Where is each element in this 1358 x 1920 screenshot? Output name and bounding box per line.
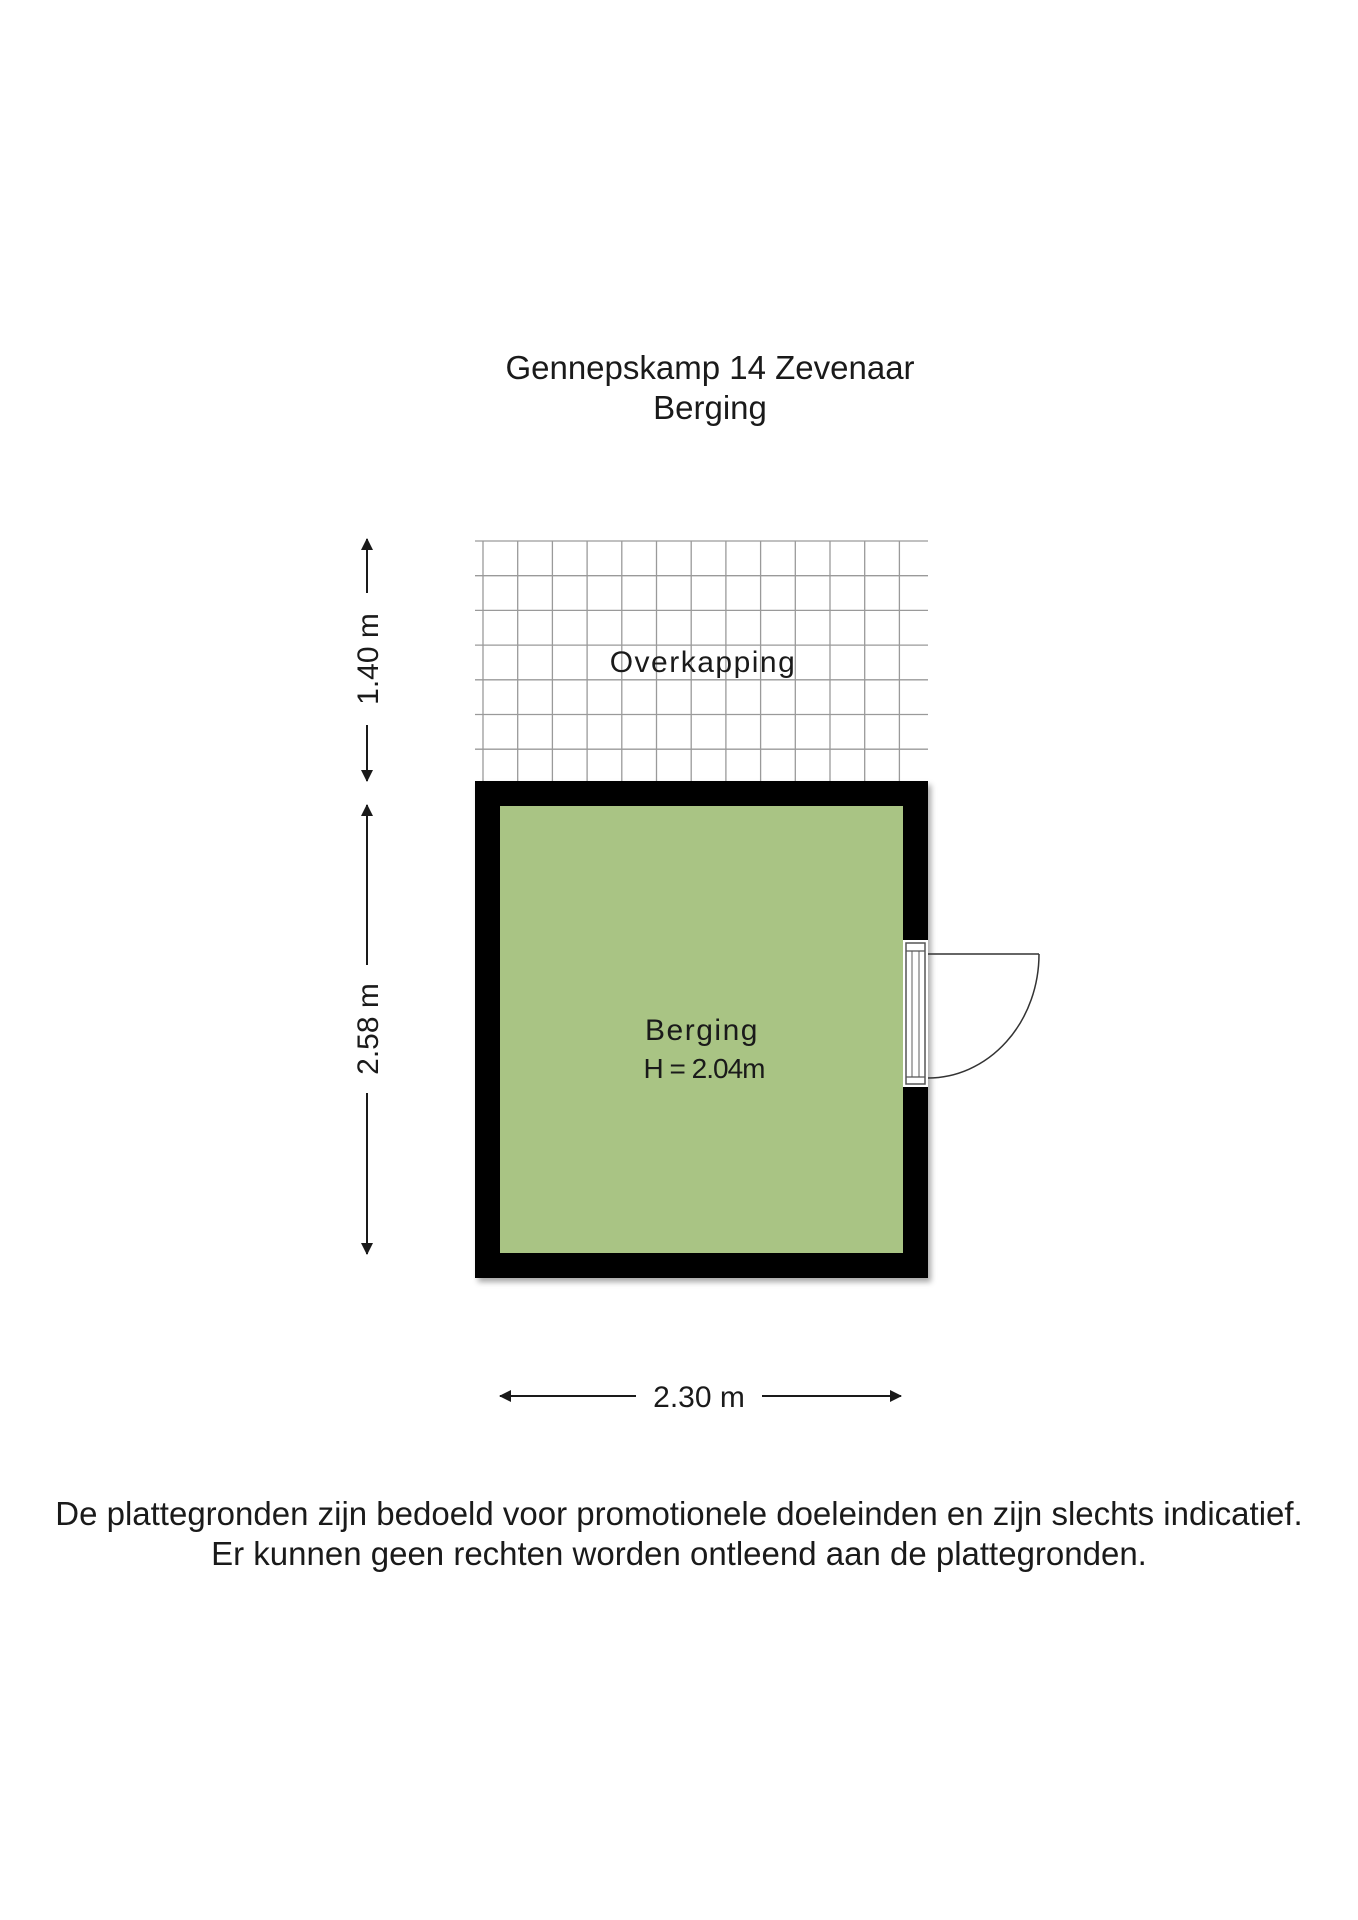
floor-name: Berging — [653, 389, 767, 426]
overkapping-area — [475, 541, 928, 781]
room-name: Berging — [645, 1014, 759, 1047]
dimension-overkapping-depth — [352, 539, 385, 781]
dimension-label-overkapping: 1.40 m — [352, 613, 385, 705]
dimension-room-width — [500, 1381, 901, 1414]
overkapping-label: Overkapping — [609, 646, 797, 679]
door-swing-arc — [928, 954, 1039, 1078]
door — [903, 940, 1039, 1087]
dimension-label-room-width: 2.30 m — [653, 1381, 745, 1414]
room-height: H = 2.04m — [643, 1053, 765, 1084]
disclaimer-line-2: Er kunnen geen rechten worden ontleend aan de plattegronden. — [211, 1535, 1147, 1572]
dimension-label-room-depth: 2.58 m — [352, 983, 385, 1075]
dimension-room-depth — [352, 805, 385, 1254]
disclaimer — [0, 1494, 1358, 1574]
address-title: Gennepskamp 14 Zevenaar — [505, 349, 915, 386]
room-berging — [475, 781, 928, 1278]
disclaimer-line-1: De plattegronden zijn bedoeld voor promotionele doeleinden en zijn slechts indicatief. — [55, 1495, 1303, 1532]
